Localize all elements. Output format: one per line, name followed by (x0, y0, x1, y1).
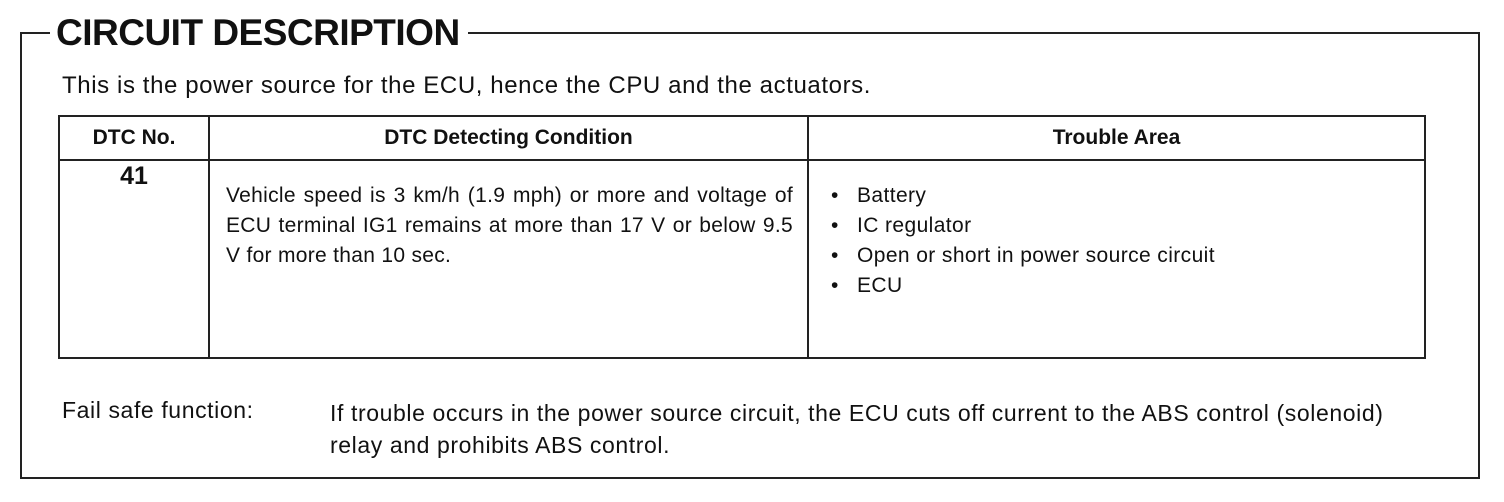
table-header-row (59, 116, 1425, 160)
header-detecting-condition: DTC Detecting Condition (209, 116, 808, 160)
trouble-area-cell (808, 160, 1425, 358)
list-item: • Open or short in power source circuit (831, 241, 1412, 271)
list-item: • Battery (831, 181, 1412, 211)
fail-safe-text: If trouble occurs in the power source circuit, the ECU cuts off current to the ABS control (solenoid) relay and prohibits ABS control. (330, 400, 1384, 458)
trouble-area-list (831, 181, 1412, 301)
header-dtc-no: DTC No. (59, 116, 209, 160)
table-row (59, 160, 1425, 358)
section-title: CIRCUIT DESCRIPTION (50, 11, 468, 55)
detecting-condition: Vehicle speed is 3 km/h (1.9 mph) or more and voltage of ECU terminal IG1 remains at more than 17 V or below 9.5 V for more than 10 sec. (209, 160, 808, 358)
dtc-table (58, 115, 1426, 359)
header-trouble-area: Trouble Area (808, 116, 1425, 160)
fail-safe-label: Fail safe function: (62, 397, 254, 423)
list-item: • ECU (831, 271, 1412, 301)
intro-text: This is the power source for the ECU, hence the CPU and the actuators. (62, 72, 872, 99)
dtc-code: 41 (59, 160, 209, 358)
list-item: • IC regulator (831, 211, 1412, 241)
